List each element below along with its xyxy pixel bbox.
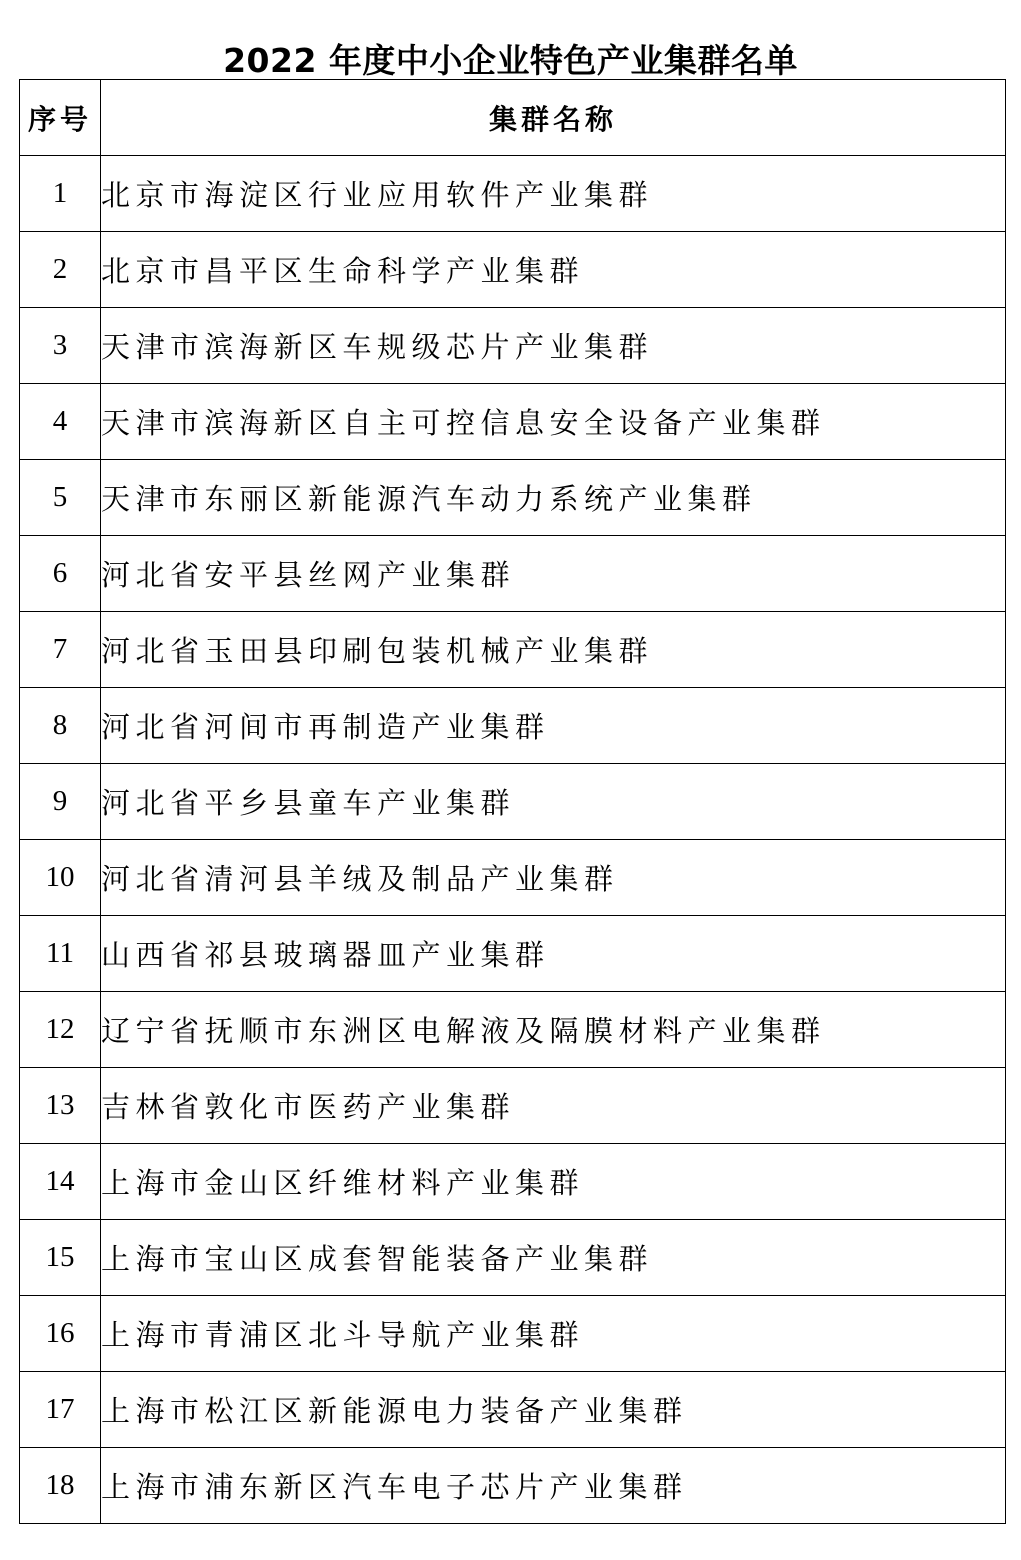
row-cluster-name: 上海市金山区纤维材料产业集群	[101, 1144, 1006, 1220]
row-cluster-name: 上海市宝山区成套智能装备产业集群	[101, 1220, 1006, 1296]
table-row	[20, 460, 1006, 536]
row-cluster-name: 辽宁省抚顺市东洲区电解液及隔膜材料产业集群	[101, 992, 1006, 1068]
row-cluster-name: 河北省玉田县印刷包装机械产业集群	[101, 612, 1006, 688]
row-index: 2	[20, 232, 101, 308]
row-index: 13	[20, 1068, 101, 1144]
table-row	[20, 1372, 1006, 1448]
row-cluster-name: 河北省河间市再制造产业集群	[101, 688, 1006, 764]
row-index: 6	[20, 536, 101, 612]
table-row	[20, 1448, 1006, 1524]
table-row	[20, 992, 1006, 1068]
table-row	[20, 536, 1006, 612]
table-row	[20, 840, 1006, 916]
row-cluster-name: 上海市浦东新区汽车电子芯片产业集群	[101, 1448, 1006, 1524]
row-index: 10	[20, 840, 101, 916]
table-row	[20, 384, 1006, 460]
row-index: 4	[20, 384, 101, 460]
row-index: 17	[20, 1372, 101, 1448]
table-row	[20, 156, 1006, 232]
row-cluster-name: 天津市滨海新区自主可控信息安全设备产业集群	[101, 384, 1006, 460]
table-row	[20, 232, 1006, 308]
row-index: 1	[20, 156, 101, 232]
row-cluster-name: 上海市松江区新能源电力装备产业集群	[101, 1372, 1006, 1448]
row-cluster-name: 上海市青浦区北斗导航产业集群	[101, 1296, 1006, 1372]
row-cluster-name: 河北省平乡县童车产业集群	[101, 764, 1006, 840]
row-index: 3	[20, 308, 101, 384]
table-row	[20, 688, 1006, 764]
cluster-list-table	[19, 79, 1006, 1524]
row-cluster-name: 河北省安平县丝网产业集群	[101, 536, 1006, 612]
row-index: 15	[20, 1220, 101, 1296]
row-cluster-name: 河北省清河县羊绒及制品产业集群	[101, 840, 1006, 916]
header-cluster-name: 集群名称	[101, 80, 1006, 156]
row-index: 5	[20, 460, 101, 536]
table-row	[20, 916, 1006, 992]
table-row	[20, 1068, 1006, 1144]
row-cluster-name: 吉林省敦化市医药产业集群	[101, 1068, 1006, 1144]
table-row	[20, 1220, 1006, 1296]
row-cluster-name: 天津市滨海新区车规级芯片产业集群	[101, 308, 1006, 384]
row-index: 12	[20, 992, 101, 1068]
table-header-row	[20, 80, 1006, 156]
table-row	[20, 612, 1006, 688]
row-cluster-name: 北京市昌平区生命科学产业集群	[101, 232, 1006, 308]
table-row	[20, 1296, 1006, 1372]
page-title: 2022 年度中小企业特色产业集群名单	[223, 41, 798, 81]
row-index: 16	[20, 1296, 101, 1372]
header-index: 序号	[20, 80, 101, 156]
table-row	[20, 764, 1006, 840]
table-row	[20, 308, 1006, 384]
row-index: 14	[20, 1144, 101, 1220]
table-row	[20, 1144, 1006, 1220]
row-cluster-name: 天津市东丽区新能源汽车动力系统产业集群	[101, 460, 1006, 536]
row-index: 18	[20, 1448, 101, 1524]
row-index: 7	[20, 612, 101, 688]
row-cluster-name: 北京市海淀区行业应用软件产业集群	[101, 156, 1006, 232]
row-cluster-name: 山西省祁县玻璃器皿产业集群	[101, 916, 1006, 992]
row-index: 8	[20, 688, 101, 764]
row-index: 11	[20, 916, 101, 992]
row-index: 9	[20, 764, 101, 840]
